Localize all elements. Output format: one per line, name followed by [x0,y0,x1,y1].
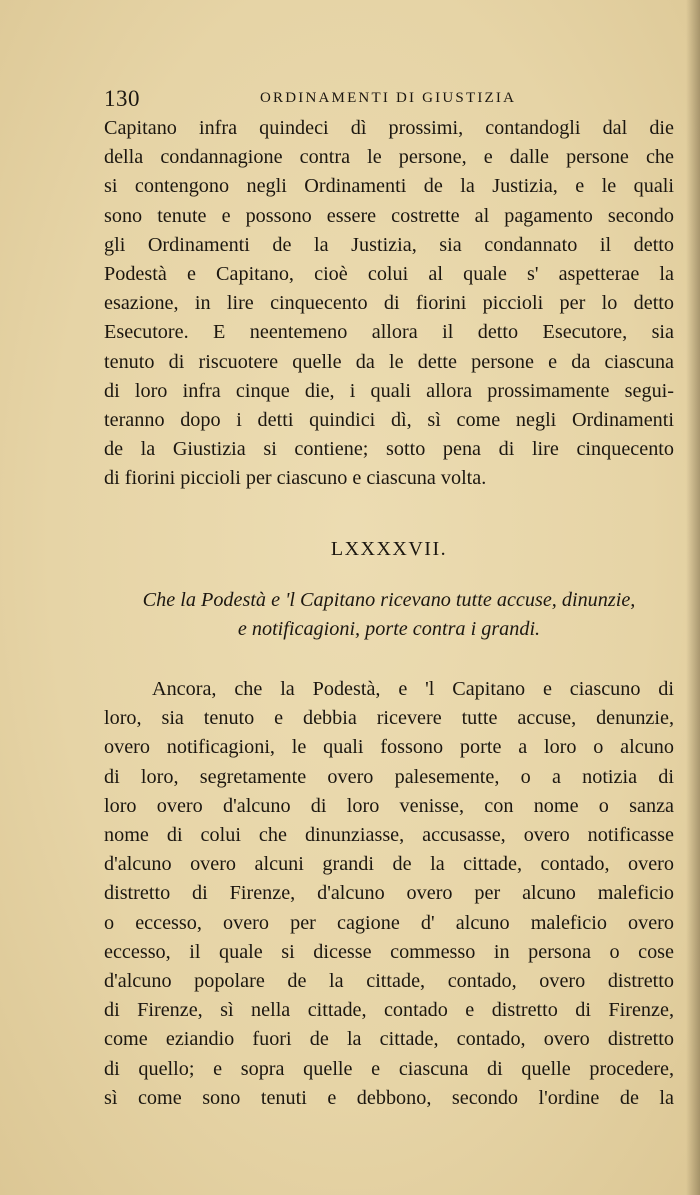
text-line: Ancora, che la Podestà, e 'l Capitano e ciascuno di [152,678,674,700]
paragraph-continued [104,114,674,494]
chapter-number: LXXXXVII. [330,538,448,560]
text-line: si contengono negli Ordinamenti de la Justizia, e le quali [104,175,674,198]
text-line: Capitano infra quindeci dì prossimi, contandogli dal die [104,117,674,139]
text-line: d'alcuno popolare de la cittade, contado, overo distretto [104,970,674,993]
chapter-title-line: Che la Podestà e 'l Capitano ricevano tutte accuse, dinunzie, [142,589,636,611]
text-line: di Firenze, sì nella cittade, contado e distretto di Firenze, [104,999,674,1022]
text-line: di loro infra cinque die, i quali allora prossimamente segui- [104,379,674,402]
chapter-title-line: e notificagioni, porte contra i grandi. [237,618,541,640]
text-line: distretto di Firenze, d'alcuno overo per alcuno maleficio [104,882,674,905]
text-line: di fiorini piccioli per ciascuno e ciascuna volta. [104,467,487,490]
text-line: o eccesso, overo per cagione d' alcuno maleficio overo [104,911,674,934]
text-line: come eziandio fuori de la cittade, contado, overo distretto [104,1028,674,1051]
text-line: loro, sia tenuto e debbia ricevere tutte accuse, denunzie, [104,707,674,730]
text-line: overo notificagioni, le quali fossono porte a loro o alcuno [104,736,674,759]
chapter-title [104,586,674,644]
text-line: sono tenute e possono essere costrette al pagamento secondo [104,204,674,227]
text-line: di quello; e sopra quelle e ciascuna di quelle procedere, [104,1057,674,1080]
text-line: loro overo d'alcuno di loro venisse, con nome o sanza [104,794,674,817]
page-number: 130 [104,86,140,111]
text-line: de la Giustizia si contiene; sotto pena di lire cinquecento [104,438,674,461]
text-line: esazione, in lire cinquecento di fiorini piccioli per lo detto [104,292,674,315]
text-line: nome di colui che dinunziasse, accusasse, overo notificasse [104,824,674,847]
text-line: Esecutore. E neentemeno allora il detto Esecutore, sia [104,321,674,344]
text-line: gli Ordinamenti de la Justizia, sia condannato il detto [104,233,674,256]
paragraph-body [104,675,674,1113]
text-line: della condannagione contra le persone, e dalle persone che [104,146,674,169]
text-line: Podestà e Capitano, cioè colui al quale s' aspetterae la [104,263,674,286]
text-line: di loro, segretamente overo palesemente, o a notizia di [104,765,674,788]
page-edge-shadow [686,0,700,1195]
running-title: ORDINAMENTI DI GIUSTIZIA [260,90,517,106]
text-line: eccesso, il quale si dicesse commesso in persona o cose [104,940,674,963]
text-line: tenuto di riscuotere quelle da le dette persone e da ciascuna [104,350,674,373]
text-line: sì come sono tenuti e debbono, secondo l'ordine de la [104,1086,674,1109]
text-line: teranno dopo i detti quindici dì, sì come negli Ordinamenti [104,409,674,432]
text-line: d'alcuno overo alcuni grandi de la cittade, contado, overo [104,853,674,876]
running-header [104,86,674,112]
